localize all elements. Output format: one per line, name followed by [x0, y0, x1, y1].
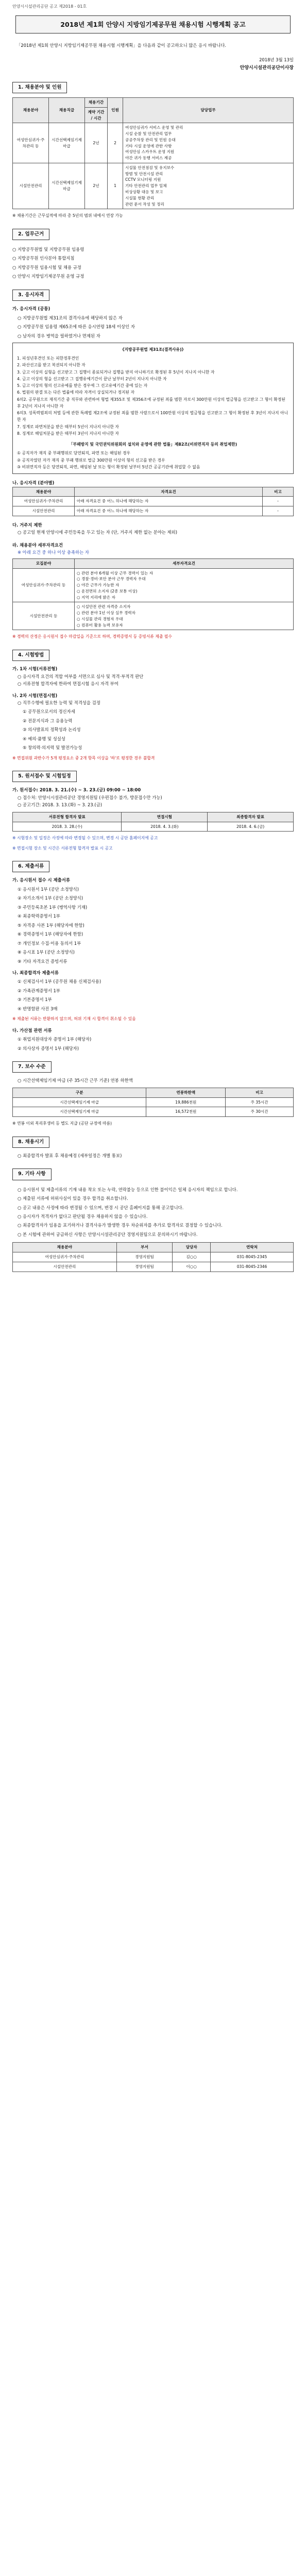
- col-header: 자격요건: [75, 487, 263, 497]
- req-item: ○ 시설안전 관련 자격증 소지자: [77, 604, 131, 609]
- duty-item: 공공주차장 관리 및 민원 응대: [125, 137, 176, 142]
- cell-field: 여성안심귀가·주차관리 등: [13, 123, 49, 163]
- cell-field: 시설안전관리: [13, 506, 75, 516]
- basis-list: [12, 246, 294, 280]
- positions-note: ※ 채용기간은 근무실적에 따라 총 5년의 범위 내에서 연장 가능: [12, 213, 123, 218]
- cell-period: 2년: [85, 123, 108, 163]
- duty-item: 야간 귀가 동행 서비스 제공: [125, 156, 172, 161]
- list-item: ○ 공고기간: 2018. 3. 13.(화) ~ 3. 23.(금): [18, 802, 102, 808]
- box-item: 3. 금고 이상의 실형을 선고받고 그 집행이 종료되거나 집행을 받지 아니하기로 확정된 후 5년이 지나지 아니한 자: [17, 369, 215, 375]
- list-item: ○ 남자의 경우 병역을 필하였거나 면제된 자: [18, 333, 100, 338]
- cell-req: 아래 자격요건 중 어느 하나에 해당하는 자: [75, 506, 263, 516]
- section-positions: [12, 82, 294, 219]
- col-header: 담당자: [173, 1243, 211, 1252]
- subsection-title: 가. 1차 시험(서류전형): [12, 666, 58, 672]
- cell-field: 여성안심귀가·주차관리: [13, 497, 75, 506]
- cell-note: 주 35시간: [226, 1097, 294, 1107]
- box-item: 1. 피성년후견인 또는 피한정후견인: [17, 356, 79, 361]
- intro-paragraph: 「2018년 제1회 안양시 지방임기제공무원 채용시험 시행계획」을 다음과 같이 공고하오니 많은 응시 바랍니다.: [16, 43, 227, 48]
- cell-note: 주 30시간: [226, 1107, 294, 1117]
- list-item: ② 가족관계증명서 1부: [18, 988, 60, 993]
- cell-field: 시설안전관리: [13, 1262, 117, 1272]
- req-item: ○ 관련 분야 6개월 이상 근무 경력이 있는 자: [77, 570, 154, 575]
- col-header: 채용직급: [49, 98, 85, 123]
- detail-requirements-table: [12, 558, 294, 631]
- list-item: ○ 서류전형 합격자에 한하여 면접시험 응시 자격 부여: [18, 681, 118, 687]
- duty-item: 기타 안전관리 업무 일체: [125, 183, 167, 189]
- table-row: [13, 497, 294, 506]
- box-title: 「부패방지 및 국민권익위원회의 설치와 운영에 관한 법률」제82조(비위면직자 등의 취업제한): [69, 442, 237, 447]
- table-row: [13, 1252, 294, 1262]
- req-item: ○ 지역 지리에 밝은 자: [77, 595, 115, 600]
- section-eligibility: [12, 290, 294, 640]
- req-item: ○ 경찰·경비·보안 분야 근무 경력자 우대: [77, 577, 146, 582]
- col-header: 부서: [116, 1243, 173, 1252]
- cell-period: 2년: [85, 163, 108, 209]
- table-row: [13, 1097, 294, 1107]
- col-header: 채용분야: [13, 487, 75, 497]
- notice-number: 안양시시설관리공단 공고 제2018 - 01호: [12, 4, 87, 9]
- section-heading: 8. 채용시기: [12, 1137, 49, 1148]
- field-eligibility-table: [12, 487, 294, 516]
- list-item: ② 전문지식과 그 응용능력: [23, 718, 73, 723]
- list-item: ⑦ 개인정보 수집·이용 동의서 1부: [18, 940, 81, 946]
- section-exam-method: [12, 650, 294, 761]
- duty-item: 시설물 안전점검 및 유지보수: [125, 165, 175, 170]
- section-heading: 4. 시험방법: [12, 650, 49, 661]
- section-heading: 5. 원서접수 및 시험일정: [12, 771, 77, 782]
- col-header: 채용분야: [13, 98, 49, 123]
- box-title: 《지방공무원법 제31조(결격사유)》: [120, 347, 186, 352]
- disqualification-box: [12, 343, 294, 474]
- list-item: ○ 지방공무원 임용시험 및 채용 규정: [12, 264, 81, 270]
- req-item: ○ 관련 분야 1년 이상 실무 경력자: [77, 611, 135, 616]
- duty-item: 관련 문서 작성 및 정리: [125, 201, 164, 207]
- cell-date: 2018. 4. 6.(금): [208, 822, 294, 832]
- duty-item: 여성안심귀가 서비스 운영 및 관리: [125, 125, 183, 130]
- list-item: ⑤ 창의력·의지력 및 발전가능성: [23, 745, 82, 751]
- section-heading: 2. 업무근거: [12, 229, 49, 240]
- list-item: ○ 지방공무원 임용령 제65조에 따른 응시연령 18세 이상인 자: [18, 324, 135, 330]
- cell-duty: [123, 123, 294, 163]
- final-documents-list: [18, 978, 294, 1012]
- list-item: ○ 안양시 지방임기제공무원 운영 규정: [12, 274, 84, 279]
- col-header: 연봉하한액: [146, 1088, 226, 1097]
- notice-date: 2018년 3월 13일: [259, 57, 294, 62]
- section-salary: [12, 1061, 294, 1127]
- col-subheader: 계약 기간 / 시간: [85, 107, 108, 123]
- section-misc: [12, 1168, 294, 1272]
- list-item: ○ 응시원서 및 제출서류의 기재 내용 착오 또는 누락, 연락불능 등으로 인한 불이익은 일체 응시자의 책임으로 합니다.: [18, 1187, 238, 1192]
- list-item: ② 자기소개서 1부 (공단 소정양식): [18, 895, 83, 901]
- col-header: 구분: [13, 1088, 146, 1097]
- bonus-documents-list: [18, 1036, 294, 1052]
- list-item: ○ 최종합격자가 임용을 포기하거나 결격사유가 발생한 경우 차순위자를 추가로 합격자로 결정할 수 있습니다.: [18, 1223, 223, 1228]
- table-row: [13, 506, 294, 516]
- duty-item: 기타 시설 운영에 관한 사항: [125, 143, 172, 148]
- cell-salary: 19,886천원: [146, 1097, 226, 1107]
- col-header: 연락처: [211, 1243, 294, 1252]
- section-legal-basis: [12, 229, 294, 280]
- table-row: [13, 568, 294, 602]
- cell-field: 시설안전관리: [13, 163, 49, 209]
- list-item: ○ 접수처: 안양시시설관리공단 경영지원팀 (우편접수 불가, 방문접수만 가능): [18, 794, 162, 800]
- list-item: ○ 공고 내용은 사정에 따라 변경될 수 있으며, 변경 시 공단 홈페이지를 통해 공고합니다.: [18, 1205, 184, 1210]
- cell-dept: 경영지원팀: [116, 1252, 173, 1262]
- list-item: ① 응시원서 1부 (공단 소정양식): [18, 886, 79, 892]
- section-hiring-time: [12, 1137, 294, 1160]
- list-item: ④ 예의·품행 및 성실성: [23, 736, 65, 741]
- list-item: ③ 주민등록초본 1부 (병역사항 기재): [18, 904, 88, 910]
- table-row: [13, 602, 294, 630]
- col-header: 면접시험: [122, 812, 208, 822]
- col-header: 담당업무: [123, 98, 294, 123]
- col-header: 비고: [226, 1088, 294, 1097]
- list-item: ○ 지방공무원법 및 지방공무원 임용령: [12, 247, 84, 252]
- list-item: ○ 응시자가 적격자가 없다고 판단될 경우 채용하지 않을 수 있습니다.: [18, 1214, 148, 1219]
- list-item: ○ 지방공무원 인사분야 통합지침: [12, 256, 75, 261]
- req-item: ○ 시설물 관리 경험자 우대: [77, 616, 123, 621]
- subsection-title: 다. 거주지 제한: [12, 522, 42, 528]
- cell-grade: 시간선택제임기제 마급: [49, 123, 85, 163]
- salary-table: [12, 1088, 294, 1117]
- box-item: 4. 금고 이상의 형을 선고받고 그 집행유예기간이 끝난 날부터 2년이 지나지 아니한 자: [17, 376, 167, 381]
- cell-items: [75, 602, 294, 630]
- box-item: 2. 파산선고를 받고 복권되지 아니한 자: [17, 363, 86, 368]
- cell-items: [75, 568, 294, 602]
- table-row: [13, 1262, 294, 1272]
- salary-text: ○ 시간선택제임기제 마급 (주 35시간 근무 기준) 연봉 하한액: [18, 1078, 133, 1083]
- cell-note: -: [263, 506, 294, 516]
- intro-text: [12, 42, 294, 50]
- hiring-text: ○ 최종합격자 발표 후 채용예정 (세부일정은 개별 통보): [18, 1153, 122, 1158]
- cell-count: 1: [108, 163, 123, 209]
- table-row: [13, 123, 294, 163]
- interview-note: ※ 면접위원 과반수가 5개 평정요소 중 2개 항목 이상을 '하'로 평정한 경우 불합격: [12, 755, 155, 760]
- list-item: ③ 기본증명서 1부: [18, 997, 52, 1003]
- box-item: ② 공직자였던 자가 재직 중 부패 행위로 벌금 300만원 이상의 형의 선고를 받은 경우: [17, 457, 165, 463]
- cell-phone: 031-8045-2346: [211, 1262, 294, 1272]
- list-item: ④ 최종학력증명서 1부: [18, 913, 60, 919]
- col-header: 비고: [263, 487, 294, 497]
- list-item: ○ 지방공무원법 제31조의 결격사유에 해당하지 않은 자: [18, 315, 123, 320]
- cell-person: 이○○: [173, 1262, 211, 1272]
- col-header: 채용분야: [13, 1243, 117, 1252]
- list-item: ② 의사상자 증명서 1부 (해당자): [18, 1045, 79, 1051]
- box-item: 8. 징계로 해임처분을 받은 때부터 3년이 지나지 아니한 자: [17, 431, 119, 436]
- list-item: ⑨ 기타 자격요건 증빙서류: [18, 958, 67, 964]
- subsection-title: 나. 응시자격 (분야별): [12, 480, 55, 486]
- cell-field: 여성안심귀가·주차관리: [13, 1252, 117, 1262]
- detail-subnote: ※ 아래 요건 중 하나 이상 충족하는 자: [18, 550, 89, 555]
- documents-note: ※ 제출된 서류는 반환하지 않으며, 허위 기재 시 합격이 취소될 수 있음: [12, 1016, 136, 1022]
- cell-field: 여성안심귀가·주차관리 등: [13, 568, 75, 602]
- box-item: ① 공직자가 재직 중 부패행위로 당연퇴직, 파면 또는 해임된 경우: [17, 451, 131, 456]
- positions-table: [12, 97, 294, 209]
- subsection-title: 다. 가산점 관련 서류: [12, 1027, 52, 1033]
- common-eligibility-list: [18, 314, 294, 340]
- cell-grade: 시간선택제임기제 마급: [49, 163, 85, 209]
- documents-list: [18, 886, 294, 965]
- col-header: 모집분야: [13, 558, 75, 568]
- col-header: 서류전형 합격자 발표: [13, 812, 122, 822]
- list-item: ⑤ 자격증 사본 1부 (해당자에 한함): [18, 922, 84, 928]
- duty-item: 비상상황 대응 및 보고: [125, 190, 163, 194]
- req-item: ○ 야간 근무가 가능한 자: [77, 583, 120, 588]
- cell-person: 김○○: [173, 1252, 211, 1262]
- col-header: 인원: [108, 98, 123, 123]
- col-header: 세부자격요건: [75, 558, 294, 568]
- schedule-table: [12, 812, 294, 832]
- subsection-title: 가. 원서접수: 2018. 3. 21.(수) ~ 3. 23.(금) 09:00 ~ 18:00: [12, 787, 141, 793]
- section-schedule: [12, 771, 294, 852]
- req-item: ○ 운전면허 소지자 (2종 보통 이상): [77, 588, 138, 594]
- detail-note: ※ 경력의 산정은 응시원서 접수 마감일을 기준으로 하며, 경력증명서 등 증빙서류 제출 필수: [12, 634, 172, 639]
- table-row: [13, 1107, 294, 1117]
- list-item: ③ 의사발표의 정확성과 논리성: [23, 727, 81, 733]
- cell-grade: 시간선택제임기제 마급: [13, 1107, 146, 1117]
- issuing-org: 안양시시설관리공단이사장: [240, 65, 294, 71]
- section-heading: 1. 채용분야 및 인원: [12, 82, 67, 93]
- cell-field: 시설안전관리 등: [13, 602, 75, 630]
- cell-date: 2018. 3. 28.(수): [13, 822, 122, 832]
- subsection-title: 가. 응시자격 (공통): [12, 306, 50, 312]
- list-item: ④ 반명함판 사진 3매: [18, 1006, 58, 1011]
- cell-grade: 시간선택제임기제 마급: [13, 1097, 146, 1107]
- subsection-title: 나. 최종합격자 제출서류: [12, 970, 59, 976]
- duty-item: 시설 순찰 및 안전관리 업무: [125, 131, 172, 137]
- contact-table: [12, 1242, 294, 1272]
- section-heading: 3. 응시자격: [12, 290, 49, 301]
- cell-req: 아래 자격요건 중 어느 하나에 해당하는 자: [75, 497, 263, 506]
- cell-dept: 경영지원팀: [116, 1262, 173, 1272]
- box-item: 5. 금고 이상의 형의 선고유예를 받은 경우에 그 선고유예기간 중에 있는 자: [17, 383, 148, 388]
- table-row: [13, 163, 294, 209]
- cell-salary: 16,572천원: [146, 1107, 226, 1117]
- page-title: 2018년 제1회 안양시 지방임기제공무원 채용시험 시행계획 공고: [15, 15, 291, 34]
- interview-criteria: [23, 708, 294, 751]
- section-documents: [12, 861, 294, 1052]
- subsection-title: 라. 채용분야 세부자격요건: [12, 542, 63, 548]
- table-row: [13, 822, 294, 832]
- col-header: 채용기간: [85, 98, 108, 108]
- list-item: ○ 응시자격 요건의 적합 여부를 서면으로 심사 및 적격·부적격 판단: [18, 673, 144, 679]
- cell-count: 2: [108, 123, 123, 163]
- list-item: ① 신체검사서 1부 (공무원 채용 신체검사용): [18, 979, 101, 985]
- col-header: 최종합격자 발표: [208, 812, 294, 822]
- list-item: ① 취업지원대상자 증명서 1부 (해당자): [18, 1037, 92, 1042]
- list-item: ○ 제출된 서류에 허위사실이 있을 경우 합격을 취소합니다.: [18, 1196, 128, 1201]
- duty-item: 여성안심 스카우트 운영 지원: [125, 149, 175, 155]
- salary-note: ※ 연봉 이외 복리후생비 등 별도 지급 (공단 규정에 따름): [12, 1121, 112, 1126]
- cell-note: -: [263, 497, 294, 506]
- residence-text: ○ 공고일 현재 안양시에 주민등록을 두고 있는 자 (단, 거주지 제한 없는 분야는 제외): [18, 530, 177, 535]
- req-item: ○ 컴퓨터 활용 능력 보유자: [77, 622, 123, 628]
- cell-duty: [123, 163, 294, 209]
- misc-list: [18, 1186, 294, 1239]
- list-item: ○ 본 시험에 관하여 궁금하신 사항은 안양시시설관리공단 경영지원팀으로 문의하시기 바랍니다.: [18, 1231, 198, 1237]
- schedule-note: ※ 시험장소 및 일정은 사정에 따라 변경될 수 있으며, 변경 시 공단 홈페이지에 공고: [12, 836, 158, 841]
- box-item: ③ 비위면직자 등은 당연퇴직, 파면, 해임된 날 또는 형이 확정된 날부터 5년간 공공기관에 취업할 수 없음: [17, 464, 200, 469]
- section-heading: 7. 보수 수준: [12, 1061, 52, 1073]
- box-item: 6의3. 성폭력범죄의 처벌 등에 관한 특례법 제2조에 규정된 죄를 범한 사람으로서 100만원 이상의 벌금형을 선고받고 그 형이 확정된 후 3년이 지나지 아니한 자: [17, 411, 288, 422]
- subsection-title: 가. 응시원서 접수 시 제출서류: [12, 877, 70, 883]
- list-item: ○ 직무수행에 필요한 능력 및 적격성을 검정: [18, 700, 100, 705]
- subsection-title: 나. 2차 시험(면접시험): [12, 692, 58, 698]
- list-item: ① 공무원으로서의 정신자세: [23, 709, 75, 715]
- box-item: 6의2. 공무원으로 재직기간 중 직무와 관련하여 형법 제355조 및 제356조에 규정된 죄를 범한 자로서 300만원 이상의 벌금형을 선고받고 그 형이 확정된 후 2년이 지나지 아니한 자: [17, 397, 285, 409]
- cell-date: 2018. 4. 3.(화): [122, 822, 208, 832]
- schedule-note: ※ 면접시험 장소 및 시간은 서류전형 합격자 발표 시 공고: [12, 845, 113, 851]
- cell-phone: 031-8045-2345: [211, 1252, 294, 1262]
- box-item: 7. 징계로 파면처분을 받은 때부터 5년이 지나지 아니한 자: [17, 424, 119, 429]
- box-item: 6. 법원의 판결 또는 다른 법률에 따라 자격이 상실되거나 정지된 자: [17, 390, 135, 395]
- list-item: ⑧ 응시표 1부 (공단 소정양식): [18, 950, 75, 955]
- list-item: ⑥ 경력증명서 1부 (해당자에 한함): [18, 931, 83, 937]
- duty-item: 시설물 현황 관리: [125, 195, 155, 200]
- section-heading: 6. 제출서류: [12, 861, 49, 872]
- duty-item: CCTV 모니터링 지원: [125, 177, 161, 182]
- duty-item: 방범 및 안전시설 관리: [125, 171, 163, 176]
- section-heading: 9. 기타 사항: [12, 1168, 52, 1180]
